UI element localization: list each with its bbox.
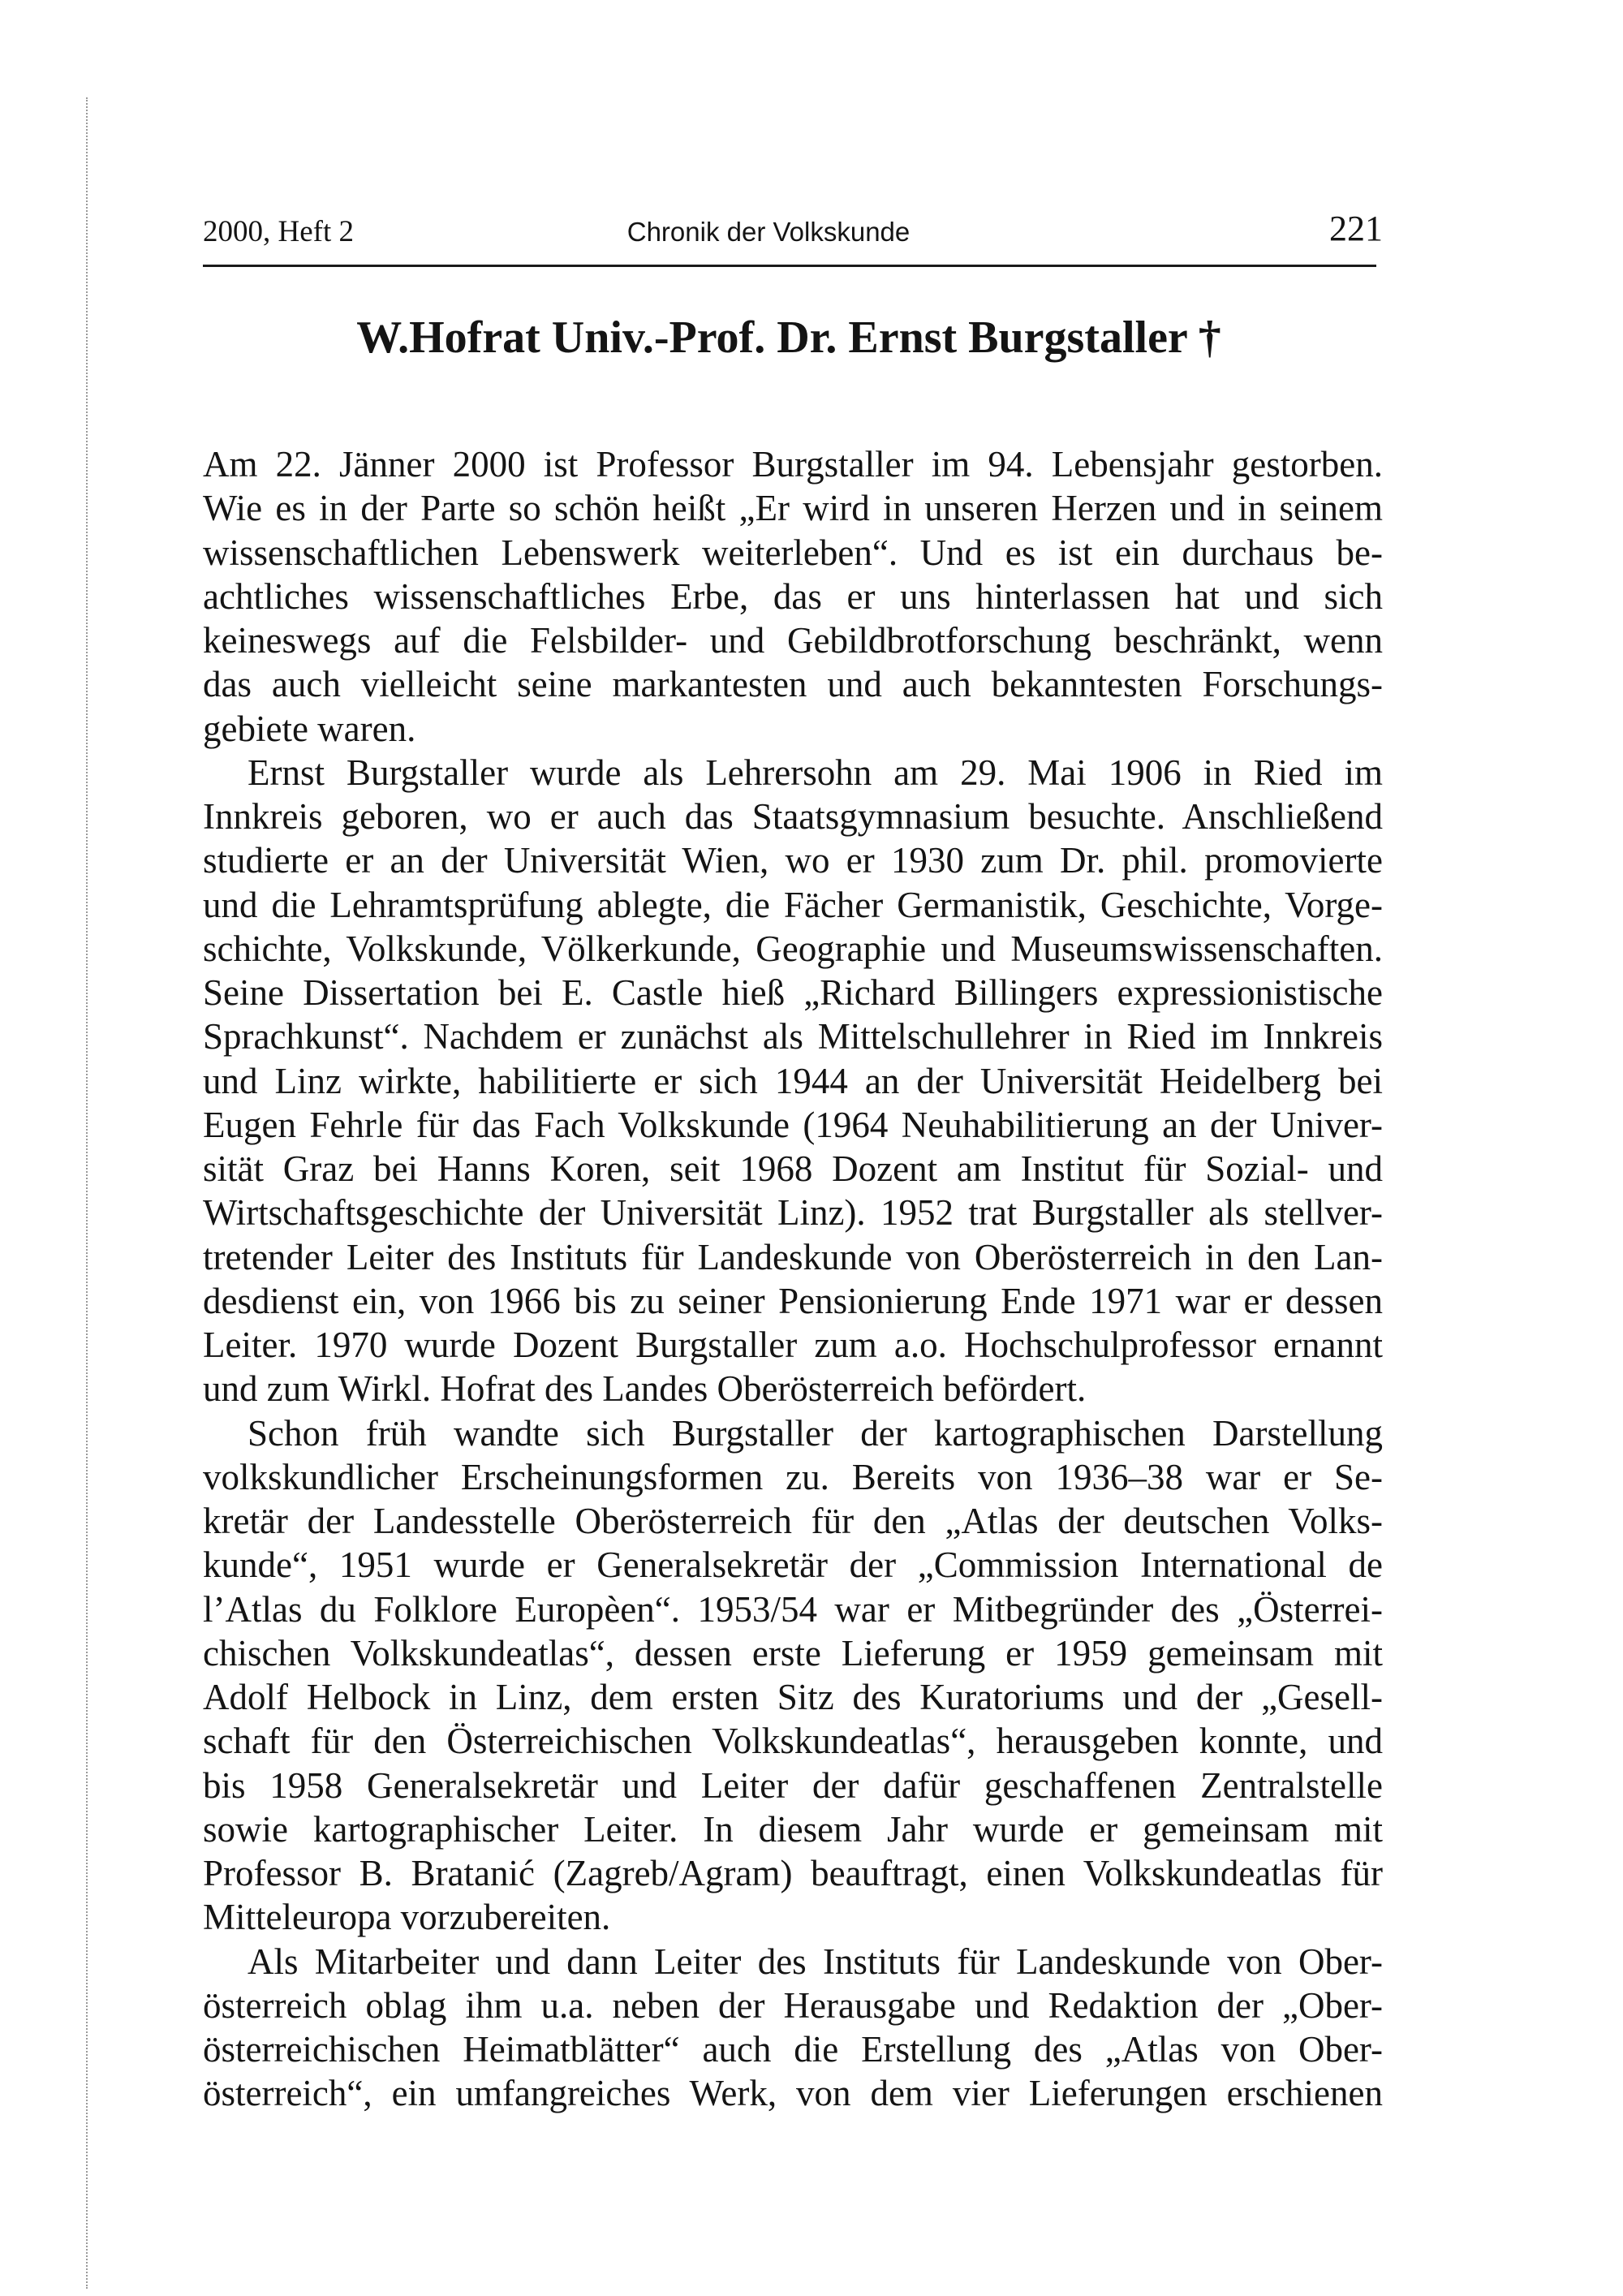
paragraph-4	[203, 1940, 1383, 2116]
text-line: desdienst ein, von 1966 bis zu seiner Pensionierung Ende 1971 war er dessen	[203, 1280, 1383, 1321]
text-line: volkskundlicher Erscheinungsformen zu. Bereits von 1936–38 war er Se-	[203, 1456, 1383, 1497]
page-number: 221	[1329, 209, 1383, 248]
text-line: schaft für den Österreichischen Volkskundeatlas“, herausgeben konnte, und	[203, 1721, 1383, 1762]
scan-margin-dotted-line	[86, 97, 88, 2289]
text-line: Seine Dissertation bei E. Castle hieß „Richard Billingers expressionistische	[203, 972, 1383, 1013]
text-line: kretär der Landesstelle Oberösterreich für den „Atlas der deutschen Volks-	[203, 1501, 1383, 1541]
text-line: österreich oblag ihm u.a. neben der Herausgabe und Redaktion der „Ober-	[203, 1984, 1383, 2026]
text-line: Professor B. Bratanić (Zagreb/Agram) beauftragt, einen Volkskundeatlas für	[203, 1853, 1383, 1893]
article-body	[203, 442, 1383, 2116]
text-line: sowie kartographischer Leiter. In diesem Jahr wurde er gemeinsam mit	[203, 1808, 1383, 1850]
text-line: sität Graz bei Hanns Koren, seit 1968 Dozent am Institut für Sozial- und	[203, 1148, 1383, 1189]
text-line: Leiter. 1970 wurde Dozent Burgstaller zum a.o. Hochschulprofessor ernannt	[203, 1325, 1383, 1365]
text-line: chischen Volkskundeatlas“, dessen erste Lieferung er 1959 gemeinsam mit	[203, 1632, 1383, 1674]
text-line: Am 22. Jänner 2000 ist Professor Burgstaller im 94. Lebensjahr gestorben.	[203, 444, 1383, 485]
text-line: l’Atlas du Folklore Europèen“. 1953/54 war er Mitbegründer des „Österrei-	[203, 1588, 1383, 1630]
text-line: Eugen Fehrle für das Fach Volkskunde (1964 Neuhabilitierung an der Univer-	[203, 1104, 1383, 1145]
text-line: und zum Wirkl. Hofrat des Landes Oberösterreich befördert.	[203, 1368, 1087, 1410]
text-line: Adolf Helbock in Linz, dem ersten Sitz des Kuratoriums und der „Gesell-	[203, 1677, 1383, 1717]
text-line: das auch vielleicht seine markantesten und auch bekanntesten Forschungs-	[203, 664, 1383, 705]
text-line: und die Lehramtsprüfung ablegte, die Fächer Germanistik, Geschichte, Vorge-	[203, 884, 1383, 925]
text-line: achtliches wissenschaftliches Erbe, das er uns hinterlassen hat und sich	[203, 575, 1383, 617]
text-line: bis 1958 Generalsekretär und Leiter der dafür geschaffenen Zentralstelle	[203, 1764, 1383, 1806]
text-line: österreich“, ein umfangreiches Werk, von dem vier Lieferungen erschienen	[203, 2073, 1383, 2114]
text-line: Innkreis geboren, wo er auch das Staatsgymnasium besuchte. Anschließend	[203, 796, 1383, 837]
text-line: schichte, Volkskunde, Völkerkunde, Geographie und Museumswissenschaften.	[203, 928, 1383, 969]
text-line: studierte er an der Universität Wien, wo er 1930 zum Dr. phil. promovierte	[203, 840, 1383, 881]
header-rule	[203, 265, 1376, 267]
paragraph-3	[203, 1411, 1383, 1940]
paragraph-1	[203, 442, 1383, 751]
text-line: kunde“, 1951 wurde er Generalsekretär der „Commission International de	[203, 1544, 1383, 1586]
text-line: wissenschaftlichen Lebenswerk weiterleben“. Und es ist ein durchaus be-	[203, 532, 1383, 573]
text-line: Schon früh wandte sich Burgstaller der kartographischen Darstellung	[248, 1412, 1383, 1454]
text-line: keineswegs auf die Felsbilder- und Gebildbrotforschung beschränkt, wenn	[203, 620, 1383, 661]
article-title: W.Hofrat Univ.-Prof. Dr. Ernst Burgstaller †	[356, 312, 1221, 363]
text-line: Als Mitarbeiter und dann Leiter des Instituts für Landeskunde von Ober-	[248, 1941, 1383, 1982]
issue-label: 2000, Heft 2	[203, 215, 354, 248]
text-line: Mitteleuropa vorzubereiten.	[203, 1897, 611, 1938]
text-line: tretender Leiter des Instituts für Landeskunde von Oberösterreich in den Lan-	[203, 1236, 1383, 1277]
text-line: Ernst Burgstaller wurde als Lehrersohn am 29. Mai 1906 in Ried im	[248, 752, 1383, 793]
text-line: und Linz wirkte, habilitierte er sich 1944 an der Universität Heidelberg bei	[203, 1060, 1383, 1101]
text-line: gebiete waren.	[203, 708, 416, 749]
text-line: österreichischen Heimatblätter“ auch die Erstellung des „Atlas von Ober-	[203, 2029, 1383, 2070]
text-line: Wie es in der Parte so schön heißt „Er wird in unseren Herzen und in seinem	[203, 488, 1383, 529]
running-head	[203, 209, 1383, 252]
text-line: Wirtschaftsgeschichte der Universität Linz). 1952 trat Burgstaller als stellver-	[203, 1192, 1383, 1234]
journal-section-title: Chronik der Volkskunde	[626, 217, 911, 247]
text-line: Sprachkunst“. Nachdem er zunächst als Mittelschullehrer in Ried im Innkreis	[203, 1016, 1383, 1058]
paragraph-2	[203, 751, 1383, 1411]
